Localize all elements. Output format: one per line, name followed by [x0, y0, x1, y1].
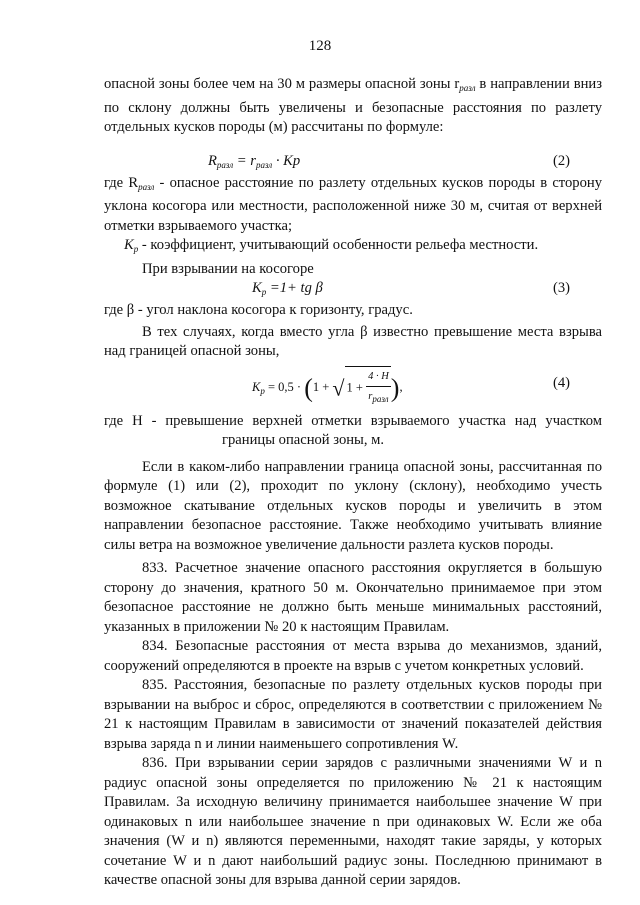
formula-2: [104, 152, 602, 174]
f4-lhs-sub: p: [260, 385, 265, 396]
f4-sqrt: [345, 366, 391, 410]
d1-sub: разл: [138, 181, 155, 192]
f4-inner-one: 1 +: [346, 379, 367, 394]
f2-mul: · Kp: [272, 152, 301, 169]
f3-lhs-sub: p: [261, 287, 267, 297]
d1-text: - опасное расстояние по разлету отдельных кусков породы в сторону уклона косогора или местности, расположенной ниже 30 м, считая от верхней отметки взрываемого участка;: [104, 174, 602, 234]
intro-text: опасной зоны более чем на 30 м размеры опасной зоны r: [104, 76, 460, 92]
sqrt-sign-icon: √: [332, 374, 345, 400]
f4-num-top: 4 · H: [366, 367, 391, 388]
text-block: [104, 75, 602, 891]
d2-pre: K: [124, 237, 134, 253]
f4-den: [366, 387, 391, 410]
f3-rhs: =1+ tg β: [266, 280, 323, 296]
definition-r: [104, 174, 602, 237]
f2-r-sub: разл: [255, 159, 273, 170]
f4-fraction: [366, 367, 391, 410]
paragraph-cases: В тех случаях, когда вместо угла β известно превышение места взрыва над границей опасной зоны,: [104, 323, 602, 359]
f4-paren-close: ): [390, 372, 400, 402]
d2-sub: p: [133, 244, 139, 254]
formula-3: [104, 279, 602, 301]
f2-lhs-sub: разл: [216, 159, 234, 170]
page-number: 128: [308, 38, 332, 54]
paragraph-intro: [104, 75, 602, 138]
intro-sub: разл: [459, 83, 476, 93]
f2-eq: = r: [233, 152, 256, 169]
definition-beta: где β - угол наклона косогора к горизонту, градус.: [104, 302, 413, 318]
paragraph-834: 834. Безопасные расстояния от места взрыва до механизмов, зданий, сооружений определяются в проекте на взрыв с учетом конкретных условий.: [104, 638, 602, 674]
paragraph-836: 836. При взрывании серии зарядов с различными значениями W и n радиус опасной зоны определяется по приложению № 21 к настоящим Правилам. За исходную величину принимается наибольшее значение W при одинаковых n или наибольшее значение n при одинаковых W. Если же оба значения (W и n) являются переменными, находят такие заряды, у которых сочетание W и n дают наибольший радиус зоны. Последнюю принимают в качестве опасной зоны для взрыва данной серии зарядов.: [104, 755, 602, 888]
f3-lhs: K: [252, 280, 262, 296]
paragraph-slope-warning: Если в каком-либо направлении граница опасной зоны, рассчитанная по формуле (1) или (2), проходит по уклону (склону), необходимо учесть возможное скатывание отдельных кусков породы и увеличить в этом направлении безопасное расстояние. Также необходимо учитывать влияние силы ветра на возможное увеличение дальности разлета кусков породы.: [104, 458, 602, 553]
f4-den-sub: разл: [372, 394, 389, 404]
f4-lhs: K: [252, 379, 261, 394]
d2-text: - коэффициент, учитывающий особенности рельефа местности.: [138, 237, 539, 253]
f2-lhs: R: [208, 152, 217, 169]
f4-den-r: r: [368, 391, 373, 402]
equation-number-2: (2): [552, 152, 570, 169]
equation-number-3: (3): [552, 280, 570, 296]
f4-paren-open: (: [304, 372, 313, 402]
intro-rest: в направлении вниз по склону должны быть увеличены и безопасные расстояния по разлету отдельных кусков породы (м) рассчитаны по формуле:: [104, 76, 602, 135]
formula-4-expr: [252, 366, 403, 410]
equation-number-4: (4): [552, 374, 570, 391]
f4-coef: = 0,5 ·: [264, 379, 305, 394]
f4-one: 1 +: [312, 379, 333, 394]
d1-pre: где R: [104, 174, 139, 191]
definition-kp: [104, 236, 602, 260]
formula-2-expr: [208, 152, 300, 176]
paragraph-833: 833. Расчетное значение опасного расстояния округляется в большую сторону до значения, кратного 50 м. Окончательно принимаемое при этом безопасное расстояние не должно быть меньше минимальных расстояний, указанных в приложении № 20 к настоящим Правилам.: [104, 560, 602, 635]
f4-tail: ,: [399, 379, 403, 394]
formula-3-expr: [252, 279, 323, 303]
formula-4: [104, 362, 602, 408]
paragraph-835: 835. Расстояния, безопасные по разлету отдельных кусков породы при взрывании на выброс и сброс, определяются в соответствии с приложением № 21 к настоящим Правилам в зависимости от значений показателей действия взрыва заряда n и линии наименьшего сопротивления W.: [104, 677, 602, 752]
paragraph-slope: При взрывании на косогоре: [142, 260, 314, 277]
definition-h: где H - превышение верхней отметки взрываемого участка над участком границы опасной зоны, м.: [104, 412, 602, 448]
